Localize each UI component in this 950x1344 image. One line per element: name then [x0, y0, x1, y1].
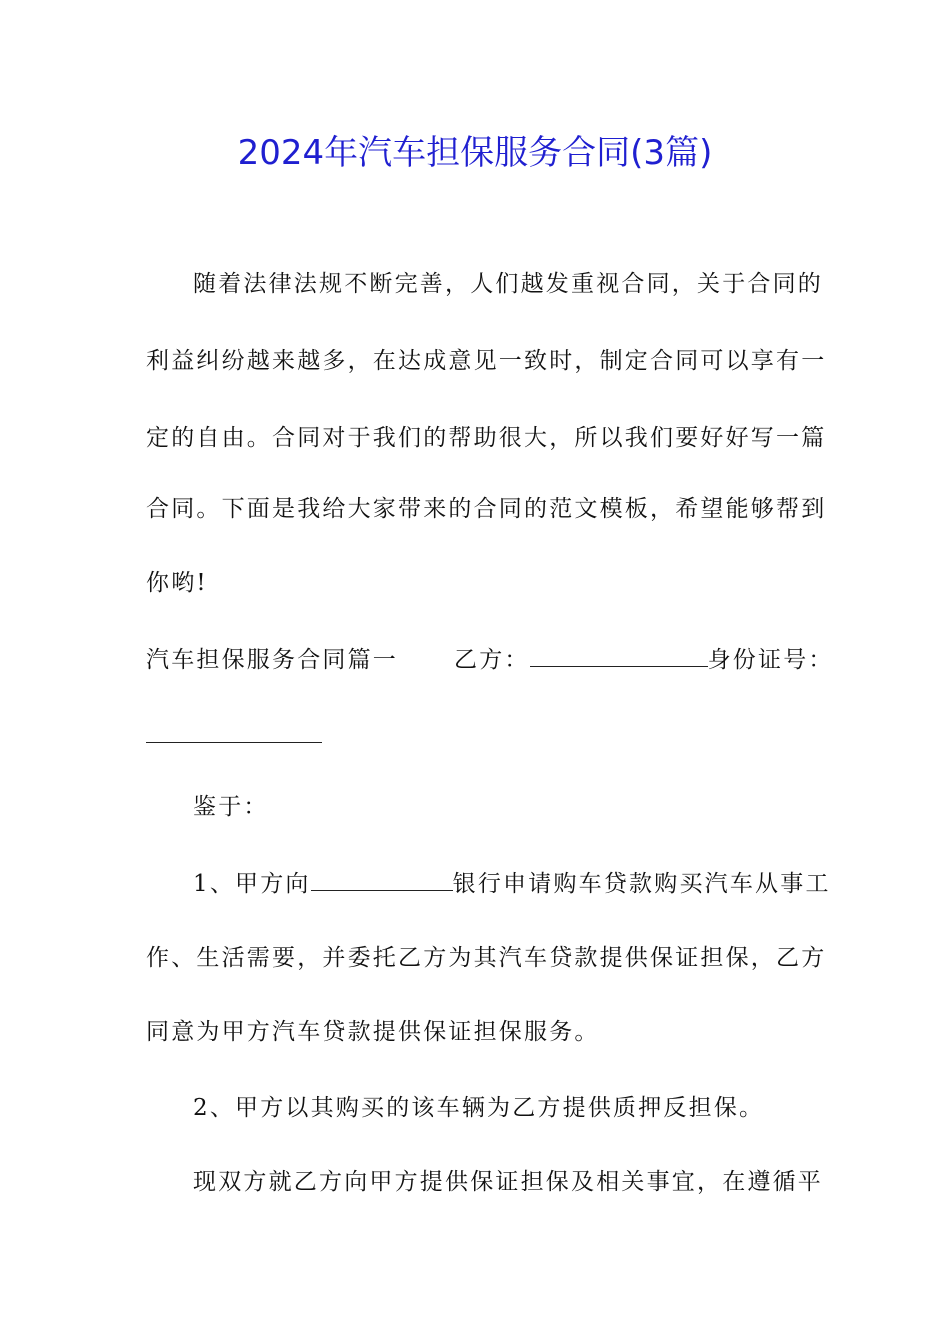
party-b-label: 乙方：	[454, 647, 530, 673]
clause-1-prefix: 1、甲方向	[193, 871, 311, 897]
clause-1-line-1	[193, 864, 873, 904]
party-b-blank	[530, 642, 708, 667]
document-title: 2024年汽车担保服务合同(3篇)	[237, 133, 713, 173]
section-heading: 汽车担保服务合同篇一	[146, 647, 398, 673]
intro-line-4: 合同。下面是我给大家带来的合同的范文模板，希望能够帮到	[146, 496, 827, 522]
clause-2: 2、甲方以其购买的该车辆为乙方提供质押反担保。	[193, 1095, 765, 1121]
id-number-blank-row	[146, 716, 826, 756]
intro-line-1: 随着法律法规不断完善，人们越发重视合同，关于合同的	[193, 271, 823, 297]
closing-line: 现双方就乙方向甲方提供保证担保及相关事宜，在遵循平	[193, 1169, 823, 1195]
bank-name-blank	[311, 866, 453, 891]
clause-1-line-3: 同意为甲方汽车贷款提供保证担保服务。	[146, 1019, 600, 1045]
clause-1-suffix: 银行申请购车贷款购买汽车从事工	[452, 871, 831, 897]
whereas-label: 鉴于：	[193, 794, 269, 820]
intro-line-3: 定的自由。合同对于我们的帮助很大，所以我们要好好写一篇	[146, 425, 827, 451]
section-heading-row	[146, 640, 834, 680]
clause-1-line-2: 作、生活需要，并委托乙方为其汽车贷款提供保证担保，乙方	[146, 945, 827, 971]
id-number-blank	[146, 718, 322, 743]
intro-line-5: 你哟!	[146, 570, 208, 596]
intro-line-2: 利益纠纷越来越多，在达成意见一致时，制定合同可以享有一	[146, 348, 827, 374]
id-number-label: 身份证号：	[707, 647, 834, 673]
